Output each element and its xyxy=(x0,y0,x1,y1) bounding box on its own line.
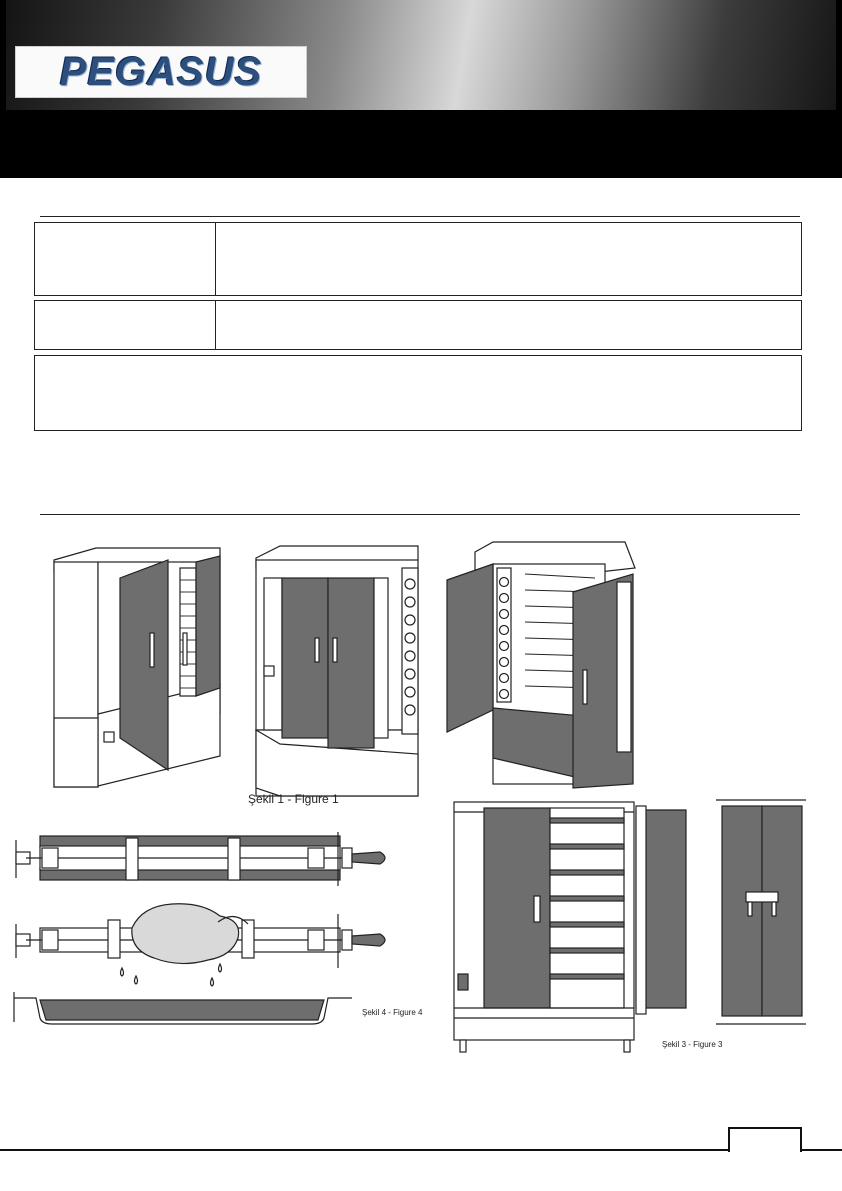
table-divider xyxy=(215,223,216,295)
info-table-row-2 xyxy=(34,300,802,350)
figure-3-illustration xyxy=(450,796,810,1060)
table-divider xyxy=(215,301,216,349)
logo-text: PEGASUS xyxy=(59,50,263,94)
info-table-row-1 xyxy=(34,222,802,296)
figure-1-caption: Şekil 1 - Figure 1 xyxy=(248,792,339,806)
info-table-row-3 xyxy=(34,355,802,431)
brand-logo xyxy=(15,46,307,98)
page-number-tab xyxy=(728,1127,802,1152)
header-banner xyxy=(0,0,842,178)
figure-1-illustration xyxy=(40,538,640,808)
section-rule-figures xyxy=(40,514,800,515)
figure-4-illustration xyxy=(12,828,432,1028)
figure-4-caption: Şekil 4 - Figure 4 xyxy=(362,1008,423,1017)
cabinet-doors-open xyxy=(447,542,635,788)
cabinet-left-door-open xyxy=(54,548,220,787)
cabinet-front-closed xyxy=(256,546,418,796)
section-rule-top xyxy=(40,216,800,217)
figure-3-caption: Şekil 3 - Figure 3 xyxy=(662,1040,723,1049)
footer-rule xyxy=(0,1149,842,1151)
